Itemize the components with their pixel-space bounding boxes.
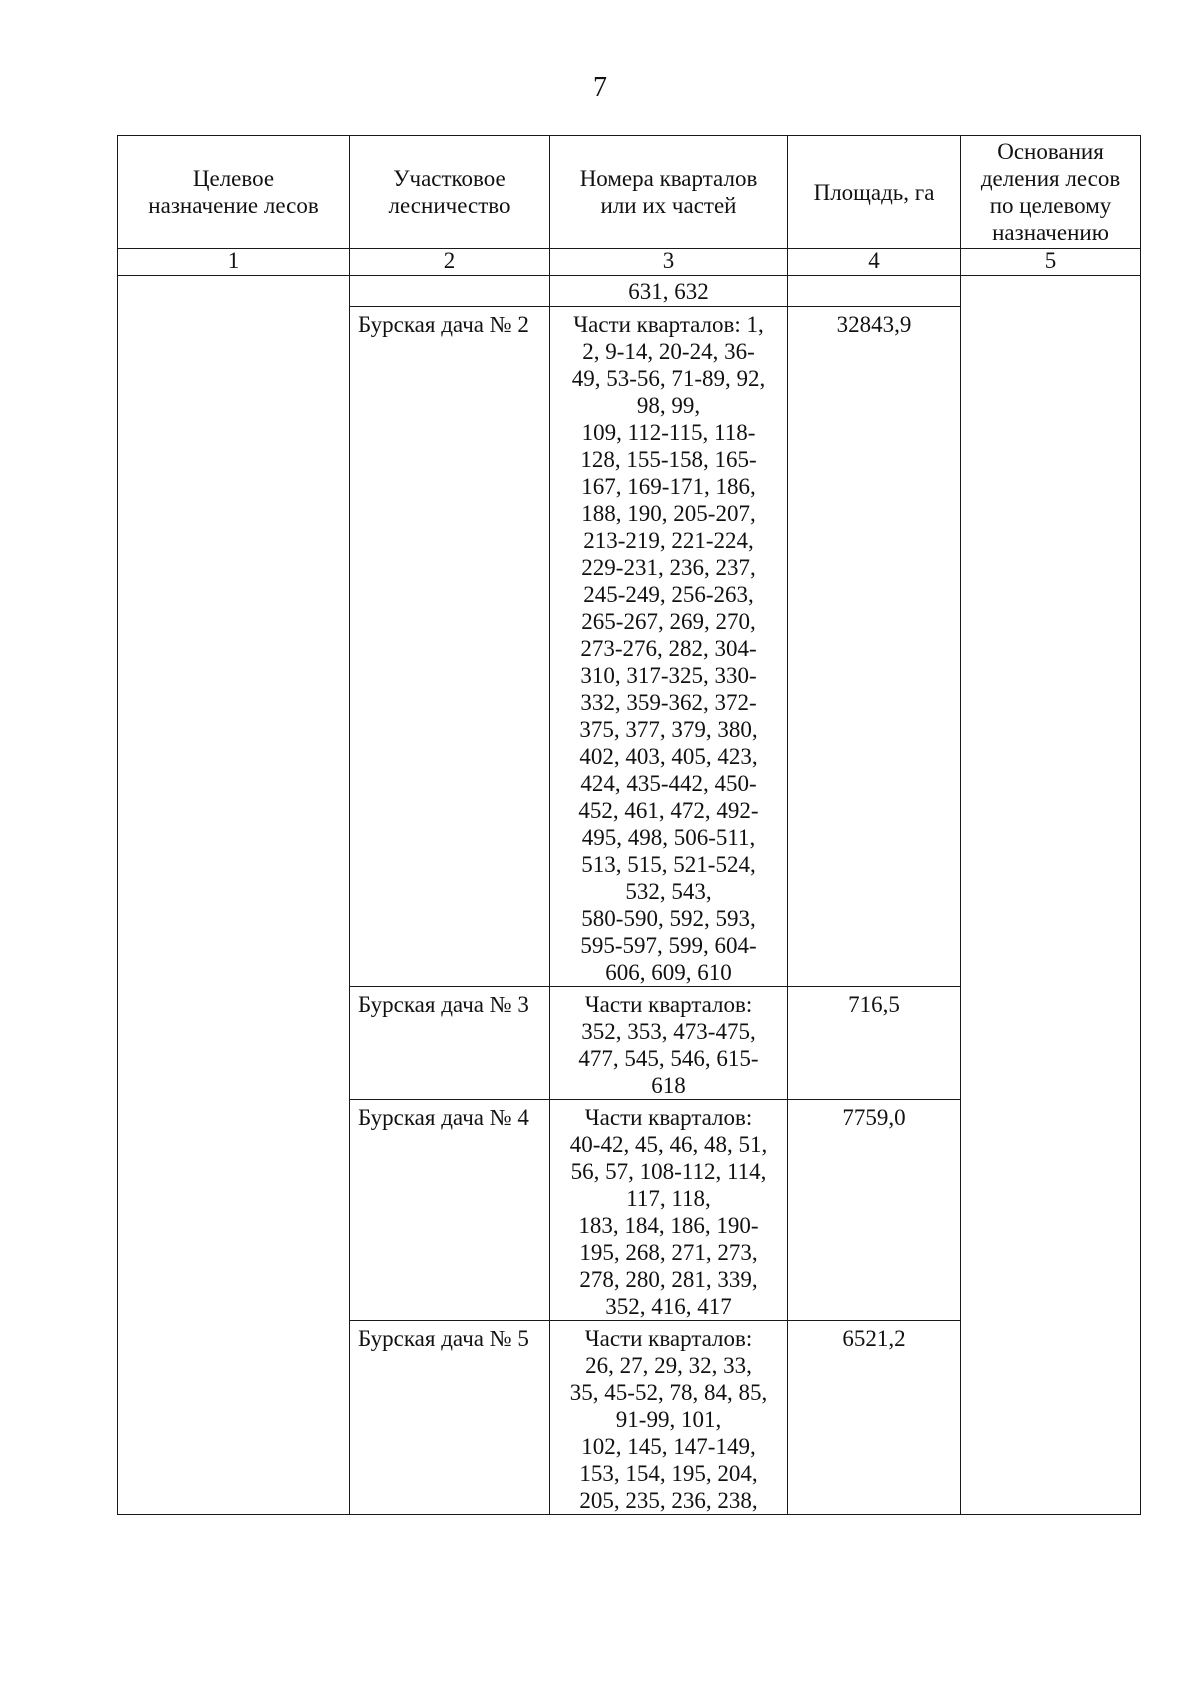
purpose-cell (118, 276, 350, 1515)
area-cell: 716,5 (788, 987, 961, 1100)
column-number: 4 (788, 249, 961, 276)
forestry-cell: Бурская дача № 2 (350, 307, 550, 987)
quarters-cell: Части кварталов: 352, 353, 473-475, 477, 545, 546, 615- 618 (550, 987, 788, 1100)
header-forestry-district: Участковое лесничество (350, 136, 550, 249)
page-number: 7 (593, 72, 607, 103)
header-basis: Основания деления лесов по целевому назначению (961, 136, 1141, 249)
column-number: 2 (350, 249, 550, 276)
header-purpose: Целевое назначение лесов (118, 136, 350, 249)
area-cell: 7759,0 (788, 1100, 961, 1321)
column-number: 1 (118, 249, 350, 276)
column-number: 5 (961, 249, 1141, 276)
quarters-cell: Части кварталов: 26, 27, 29, 32, 33, 35, 45-52, 78, 84, 85, 91-99, 101, 102, 145, 147-149, 153, 154, 195, 204, 205, 235, 236, 238, (550, 1321, 788, 1515)
forestry-cell: Бурская дача № 5 (350, 1321, 550, 1515)
quarters-cell: Части кварталов: 1, 2, 9-14, 20-24, 36- 49, 53-56, 71-89, 92, 98, 99, 109, 112-115, 118- 128, 155-158, 165- 167, 169-171, 186, 188, 190, 205-207, 213-219, 221-224, 229-231, 236, 237, 245-249, 256-263, 265-267, 269, 270, 273-276, 282, 304- 310, 317-325, 330- 332, 359-362, 372- 375, 377, 379, 380, 402, 403, 405, 423, 424, 435-442, 450- 452, 461, 472, 492- 495, 498, 506-511, 513, 515, 521-524, 532, 543, 580-590, 592, 593, 595-597, 599, 604- 606, 609, 610 (550, 307, 788, 987)
quarters-cell: 631, 632 (550, 276, 788, 307)
area-cell: 32843,9 (788, 307, 961, 987)
area-cell: 6521,2 (788, 1321, 961, 1515)
forest-allocation-table (117, 135, 1141, 1515)
quarters-cell: Части кварталов: 40-42, 45, 46, 48, 51, 56, 57, 108-112, 114, 117, 118, 183, 184, 186, 190- 195, 268, 271, 273, 278, 280, 281, 339, 352, 416, 417 (550, 1100, 788, 1321)
basis-cell (961, 276, 1141, 1515)
table-row-continuation (118, 276, 1141, 307)
forestry-cell-continuation (350, 276, 550, 307)
table-header-row (118, 136, 1141, 249)
header-quarter-numbers: Номера кварталов или их частей (550, 136, 788, 249)
forestry-cell: Бурская дача № 3 (350, 987, 550, 1100)
column-number-row (118, 249, 1141, 276)
column-number: 3 (550, 249, 788, 276)
header-area: Площадь, га (788, 136, 961, 249)
forestry-cell: Бурская дача № 4 (350, 1100, 550, 1321)
area-cell (788, 276, 961, 307)
